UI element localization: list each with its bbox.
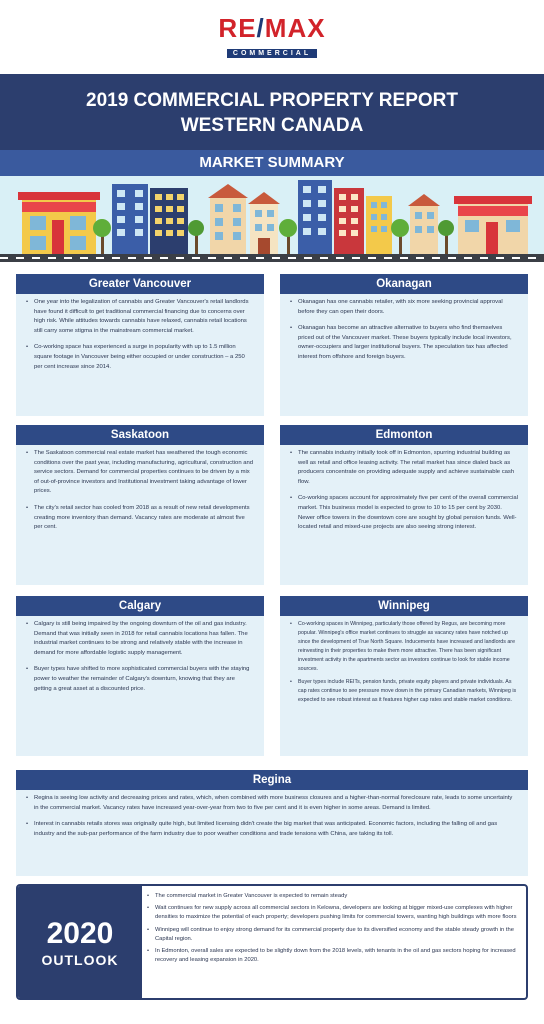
list-item: • Winnipeg will continue to enjoy strong demand for its commercial property due to its diversified economy and the stable steady growth in the Capital region. [146, 926, 524, 944]
office-tower-icon [112, 184, 148, 254]
outlook-label: OUTLOOK [41, 952, 119, 968]
list-item: • Buyer types include REITs, pension funds, private equity players and private individuals. As cap rates continue to see pressure move down in the primary Canadian markets, Winnipeg is expected to see robust interest as it features higher cap rates and stable market conditions. [288, 678, 518, 705]
apartment-tower-icon [150, 188, 188, 254]
card-body [280, 620, 528, 710]
shop-left-icon [18, 192, 100, 254]
report-title-line1: 2019 COMMERCIAL PROPERTY REPORT [86, 90, 458, 111]
list-item: • Regina is seeing low activity and decreasing prices and rates, which, when combined with more business closures and a higher-than-normal foreclosure rate, leads to some uncertainty in the commercial market. Vacancy rates have increased year-over-year from two to five per cent and it is even higher in some areas. Demand is limited. [24, 794, 518, 813]
list-item: • The cannabis industry initially took off in Edmonton, spurring industrial building as well as retail and office leasing activity. The retail market has since dialed back as producers concentrate on providing adequate supply and achieve sustainable cash flow. [288, 449, 518, 487]
tree-icon [279, 219, 297, 254]
apartment-tower-icon [334, 188, 364, 254]
card-greater-vancouver [16, 274, 264, 416]
list-item: • Co-working spaces account for approximately five per cent of the overall commercial market. This business model is expected to grow to 10 to 15 per cent by 2030. Newer office towers in the downtown core are sought by global pension funds. Well-located retail and mixed-use projects are also seeing strong interest. [288, 494, 518, 532]
card-body [16, 794, 528, 846]
list-item: • One year into the legalization of cannabis and Greater Vancouver's retail landlords have found it difficult to get traditional commercial financing due to concerns over high risk. While attitudes towards cannabis have relaxed, cannabis retail locations still carry some stigma in the mainstream commercial market. [24, 298, 254, 336]
list-item: • Wait continues for new supply across all commercial sectors in Kelowna, developers are looking at bigger mixed-use complexes with higher densities to maximize the potential of each property; developers pushing limits for commercial towers, wanting high buildings with more floors [146, 904, 524, 922]
market-summary-banner [0, 150, 544, 176]
gable-building-icon [408, 194, 440, 254]
card-title: Calgary [16, 596, 264, 616]
card-body [280, 449, 528, 540]
card-body [16, 298, 264, 379]
card-title: Okanagan [280, 274, 528, 294]
list-item: • The city's retail sector has cooled from 2018 as a result of new retail developments creating more inventory than demand. Vacancy rates are moderate at almost five per cent. [24, 504, 254, 533]
card-winnipeg [280, 596, 528, 756]
apartment-tower-icon [366, 196, 392, 254]
list-item: • Co-working space has experienced a surge in popularity with up to 1.5 million square footage in Vancouver being either occupied or under construction – a 250 per cent increase since 2014. [24, 343, 254, 372]
card-body [280, 298, 528, 370]
shop-right-icon [454, 196, 532, 254]
list-item: • Co-working spaces in Winnipeg, particularly those offered by Regus, are becoming more popular. Winnipeg's office market continues to struggle as vacancy rates have notched up since the development of True North Square. Inducements have increased and landlords are reinvesting in their properties to make them more attractive. There has been significant investment activity in the apartments sector as investors continue to look for stable income sources. [288, 620, 518, 673]
list-item: • Okanagan has one cannabis retailer, with six more seeking provincial approval before they can open their doors. [288, 298, 518, 317]
office-tower-icon [298, 180, 332, 254]
card-calgary [16, 596, 264, 756]
card-body [16, 620, 264, 701]
outlook-badge [18, 886, 142, 998]
outlook-panel [16, 884, 528, 1000]
report-title-line2: WESTERN CANADA [180, 115, 364, 136]
card-title: Edmonton [280, 425, 528, 445]
card-body [16, 449, 264, 540]
report-banner [0, 74, 544, 150]
card-title: Greater Vancouver [16, 274, 264, 294]
list-item: • The Saskatoon commercial real estate market has weathered the tough economic conditions over the past year, including manufacturing, agricultural, construction and service sectors. Demand for commercial properties continues to be driven by a mix of out-of-province investors and Institutional investment taking advantage of lower prices. [24, 449, 254, 497]
list-item: • In Edmonton, overall sales are expected to be slightly down from the 2018 levels, with tenants in the oil and gas sectors hoping for increased recovery and leasing expansion in 2020. [146, 947, 524, 965]
list-item: • Calgary is still being impaired by the ongoing downturn of the oil and gas industry. Demand that was initially seen in 2018 for retail cannabis locations has fallen. The industrial market continues to be strong and relatively stable with the increase in demand for more affordable logistic supply management. [24, 620, 254, 658]
card-title: Regina [16, 770, 528, 790]
list-item: • Buyer types have shifted to more sophisticated commercial buyers with the staying power to weather the remainder of Calgary's downturn, knowing that they are getting a great asset at a discounted price. [24, 665, 254, 694]
card-regina [16, 770, 528, 876]
gable-building-icon [248, 192, 280, 254]
list-item: • Interest in cannabis retails stores was originally quite high, but limited licensing didn't create the big market that was anticipated. Economic factors, including the falling oil and gas industry and the sub-par performance of the farm industry due to poor weather conditions and trade tensions with China, are taking its toll. [24, 820, 518, 839]
card-edmonton [280, 425, 528, 585]
report-title [0, 88, 544, 138]
card-title: Saskatoon [16, 425, 264, 445]
card-title: Winnipeg [280, 596, 528, 616]
list-item: • Okanagan has become an attractive alternative to buyers who find themselves priced out of the Vancouver market. These buyers typically include local investors, owner-occupiers and larger institutional buyers. The speculation tax has affected interest from offshore and foreign buyers. [288, 324, 518, 362]
tree-icon [188, 220, 204, 254]
outlook-body [146, 892, 524, 968]
logo-wordmark: RE/MAX [218, 13, 326, 43]
list-item: • The commercial market in Greater Vancouver is expected to remain steady [146, 892, 524, 901]
remax-commercial-logo [0, 14, 544, 60]
card-okanagan [280, 274, 528, 416]
road-markings [0, 257, 544, 259]
tree-icon [438, 220, 454, 254]
gable-building-icon [208, 184, 248, 254]
card-saskatoon [16, 425, 264, 585]
tree-icon [391, 219, 409, 254]
outlook-year: 2020 [46, 917, 114, 950]
logo-subtitle: COMMERCIAL [227, 49, 317, 58]
market-summary-title: MARKET SUMMARY [199, 154, 345, 171]
city-skyline-illustration [0, 176, 544, 256]
